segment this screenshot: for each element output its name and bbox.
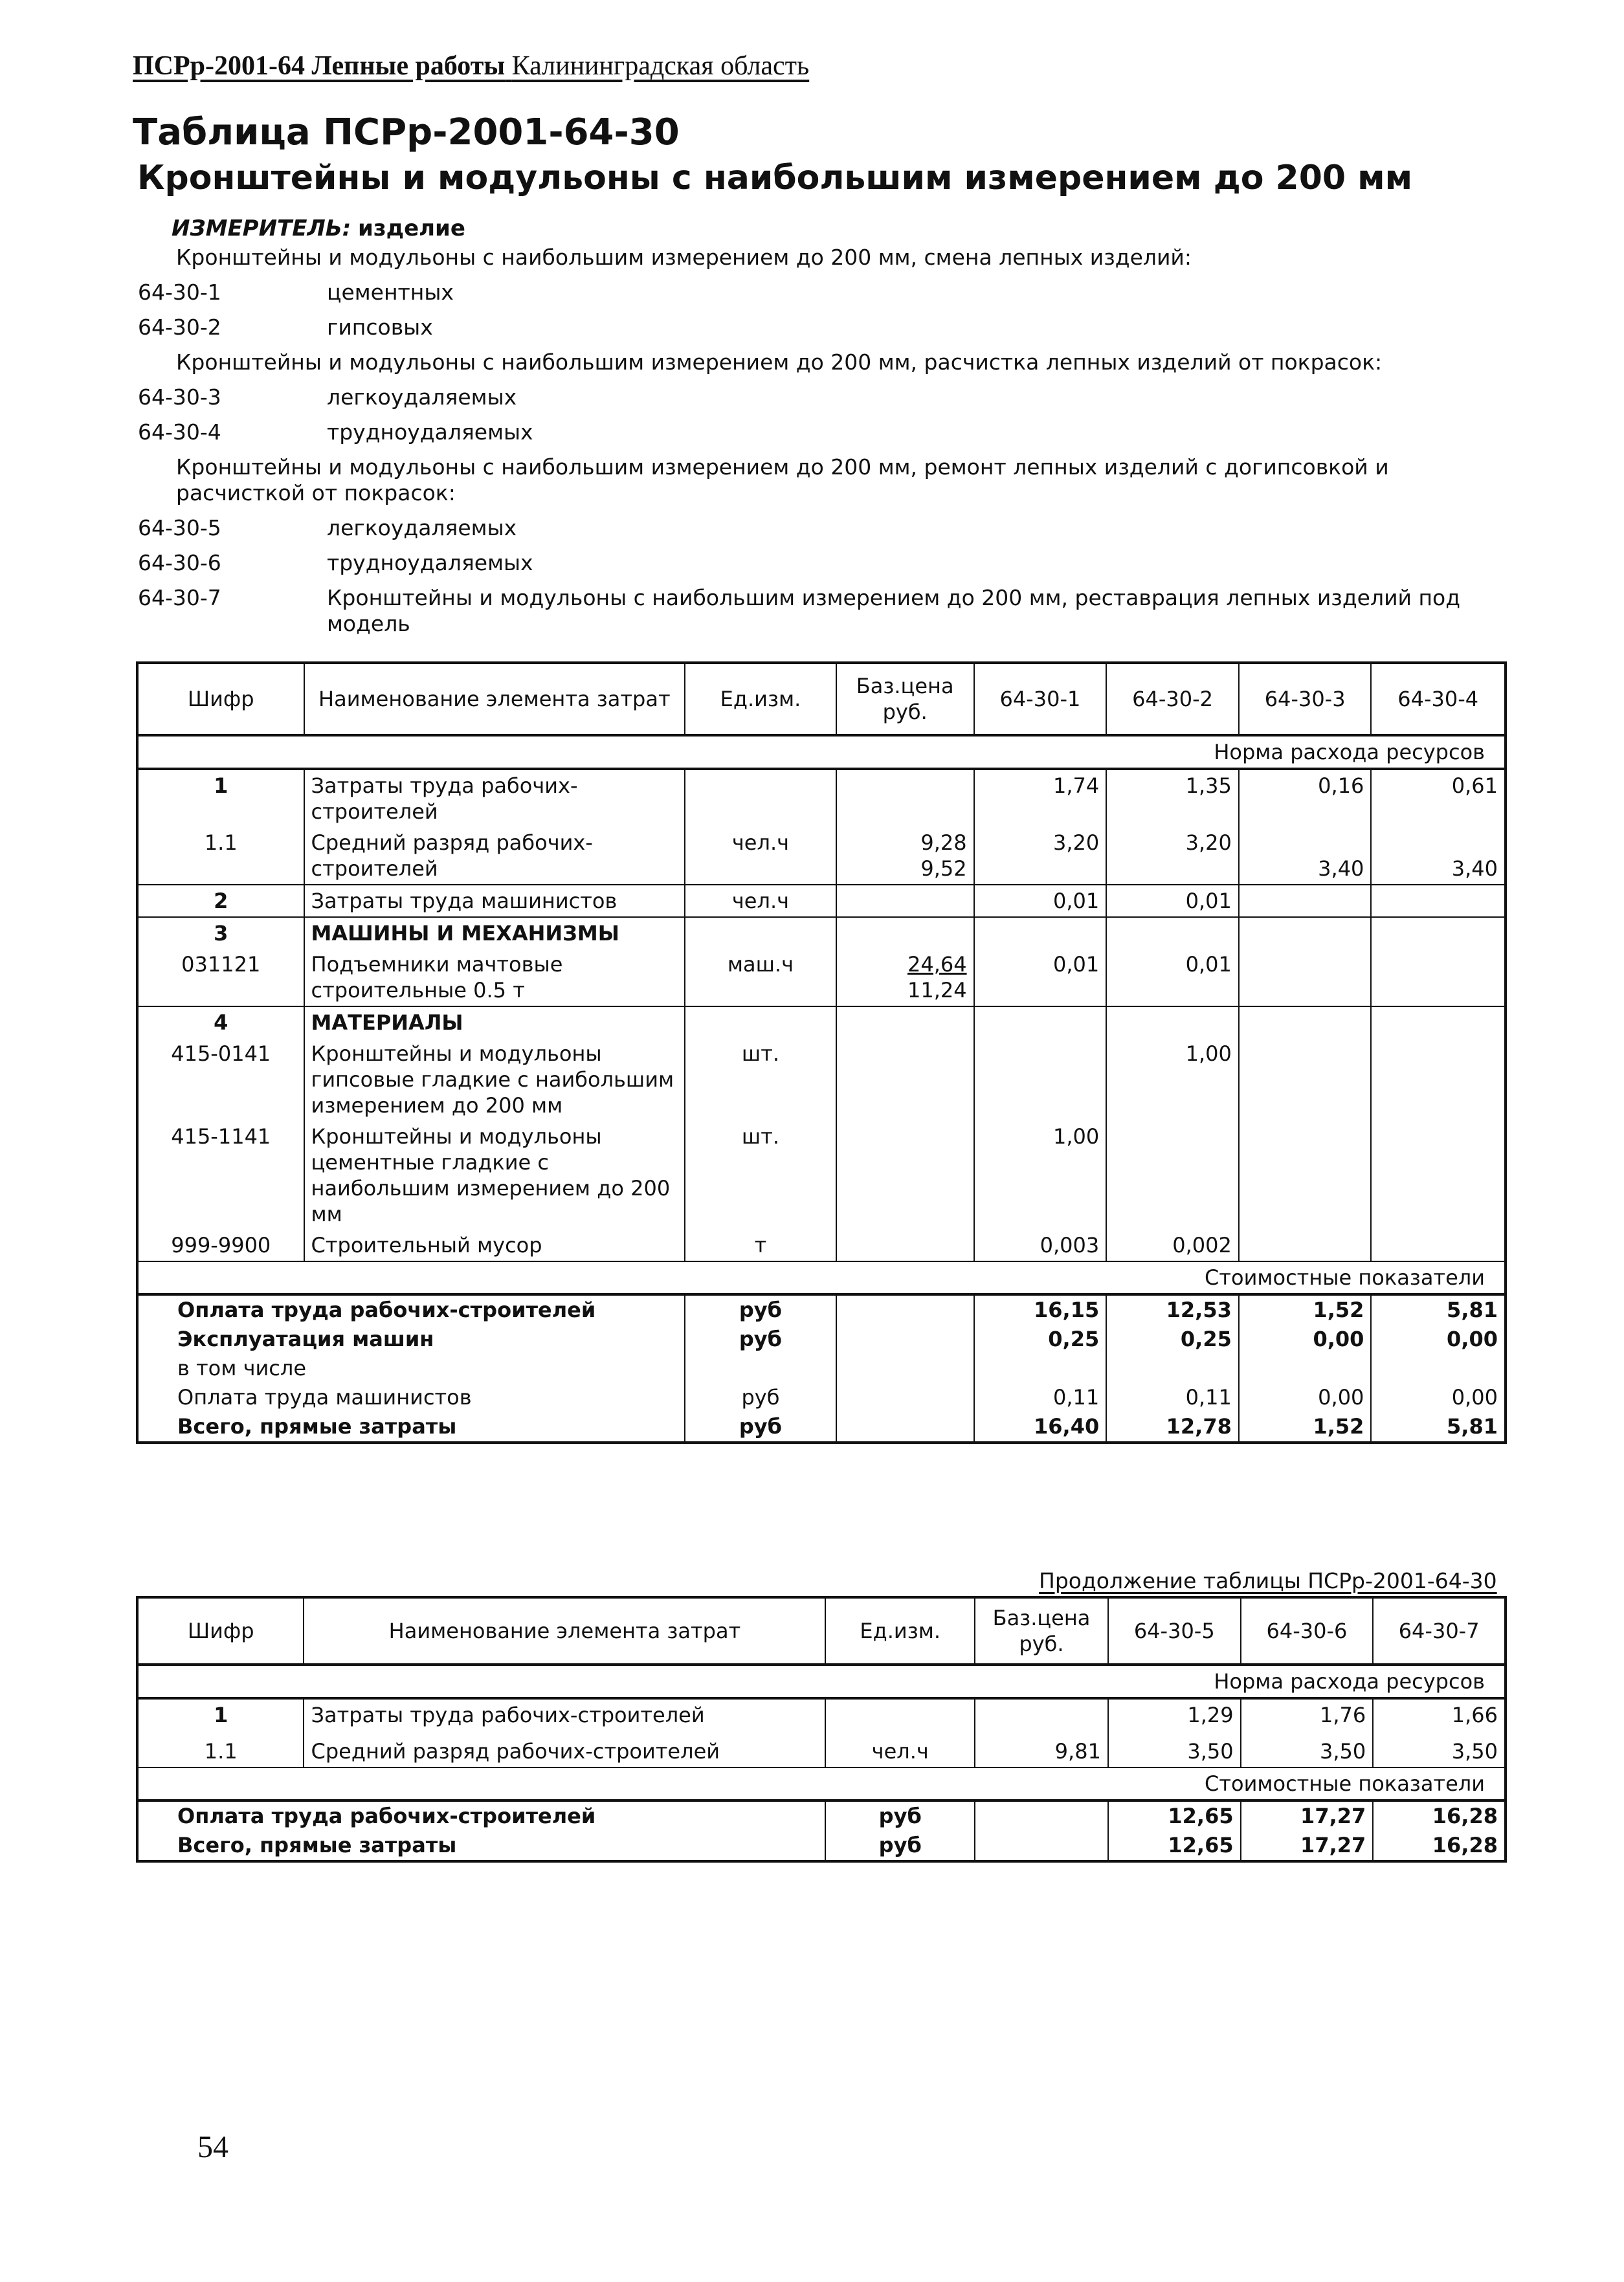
col-header-price: Баз.цена руб. bbox=[836, 663, 974, 735]
cost-row bbox=[137, 1354, 1506, 1383]
cost-value: 12,53 bbox=[1106, 1294, 1239, 1325]
row-unit: чел.ч bbox=[685, 885, 836, 917]
row-name: Кронштейны и модульоны цементные гладкие с наибольшим измерением до 200 мм bbox=[304, 1121, 685, 1230]
row-value: 0,61 bbox=[1371, 769, 1506, 827]
col-header-unit: Ед.изм. bbox=[685, 663, 836, 735]
col-header-name: Наименование элемента затрат bbox=[304, 1597, 825, 1665]
row-value: 0,01 bbox=[974, 949, 1107, 1006]
intro-code: 64-30-3 bbox=[138, 384, 221, 410]
row-name: Затраты труда рабочих-строителей bbox=[304, 769, 685, 827]
table-row bbox=[137, 1731, 1506, 1767]
col-header-64-30-5: 64-30-5 bbox=[1108, 1597, 1241, 1665]
row-value: 1,66 bbox=[1373, 1698, 1506, 1731]
intro-group-3: Кронштейны и модульоны с наибольшим измерением до 200 мм, ремонт лепных изделий с догипсовкой и расчисткой от покрасок: bbox=[176, 454, 1389, 505]
intro-code: 64-30-6 bbox=[138, 550, 221, 575]
cost-row bbox=[137, 1294, 1506, 1325]
meter-line bbox=[172, 216, 465, 241]
row-code: 1 bbox=[137, 1698, 304, 1731]
row-value: 0,01 bbox=[1106, 949, 1239, 1006]
band-norm: Норма расхода ресурсов bbox=[137, 735, 1506, 769]
cost-value: 0,00 bbox=[1239, 1383, 1372, 1412]
row-value: 3,20 bbox=[1106, 827, 1239, 885]
doc-code: ПСРр-2001-64 bbox=[133, 51, 305, 81]
row-value: 1,35 bbox=[1106, 769, 1239, 827]
cost-value: 0,11 bbox=[1106, 1383, 1239, 1412]
continuation-note: Продолжение таблицы ПСРр-2001-64-30 bbox=[1039, 1568, 1497, 1593]
cost-row bbox=[137, 1831, 1506, 1861]
meter-value: изделие bbox=[358, 216, 465, 241]
row-unit bbox=[685, 769, 836, 827]
cost-name: Оплата труда рабочих-строителей bbox=[177, 1298, 596, 1322]
row-code: 415-0141 bbox=[137, 1038, 304, 1121]
cost-unit: руб bbox=[685, 1412, 836, 1443]
row-code: 1.1 bbox=[137, 827, 304, 885]
table-row bbox=[137, 949, 1506, 1006]
table-subtitle: Кронштейны и модульоны с наибольшим измерением до 200 мм bbox=[137, 159, 1413, 197]
cost-name: Оплата труда машинистов bbox=[177, 1385, 472, 1410]
row-name: Кронштейны и модульоны гипсовые гладкие с наибольшим измерением до 200 мм bbox=[304, 1038, 685, 1121]
intro-code: 64-30-5 bbox=[138, 515, 221, 540]
band-cost: Стоимостные показатели bbox=[137, 1767, 1506, 1800]
col-header-64-30-4: 64-30-4 bbox=[1371, 663, 1506, 735]
cost-value: 0,11 bbox=[974, 1383, 1107, 1412]
cost-name: Всего, прямые затраты bbox=[137, 1412, 685, 1443]
cost-name: Эксплуатация машин bbox=[177, 1327, 434, 1351]
row-value bbox=[1371, 885, 1506, 917]
cost-name: Всего, прямые затраты bbox=[137, 1831, 825, 1861]
col-header-64-30-6: 64-30-6 bbox=[1241, 1597, 1374, 1665]
row-name: Затраты труда рабочих-строителей bbox=[304, 1698, 825, 1731]
row-value: 1,00 bbox=[974, 1121, 1107, 1230]
cost-value: 16,28 bbox=[1373, 1831, 1506, 1861]
intro-item: Кронштейны и модульоны с наибольшим измерением до 200 мм, реставрация лепных изделий под модель bbox=[327, 585, 1461, 636]
cost-value: 0,00 bbox=[1371, 1325, 1506, 1354]
row-price bbox=[836, 949, 974, 1006]
cost-value: 17,27 bbox=[1241, 1831, 1374, 1861]
doc-section: Лепные работы bbox=[311, 51, 506, 81]
cost-value: 1,52 bbox=[1239, 1412, 1372, 1443]
cost-unit: руб bbox=[825, 1800, 975, 1831]
intro-item: цементных bbox=[327, 280, 454, 305]
col-header-64-30-1: 64-30-1 bbox=[974, 663, 1107, 735]
table-row bbox=[137, 1698, 1506, 1731]
table-row bbox=[137, 1121, 1506, 1230]
cost-unit: руб bbox=[685, 1294, 836, 1325]
row-value bbox=[1239, 885, 1372, 917]
col-header-code: Шифр bbox=[137, 663, 304, 735]
row-value: 3,50 bbox=[1108, 1731, 1241, 1767]
band-cost: Стоимостные показатели bbox=[137, 1261, 1506, 1294]
row-value: 3,40 bbox=[1371, 827, 1506, 885]
row-value: 3,50 bbox=[1373, 1731, 1506, 1767]
cost-value: 17,27 bbox=[1241, 1800, 1374, 1831]
intro-item: гипсовых bbox=[327, 315, 433, 340]
intro-item: легкоудаляемых bbox=[327, 515, 517, 540]
row-code: 999-9900 bbox=[137, 1230, 304, 1261]
table-row bbox=[137, 1230, 1506, 1261]
row-name: МАТЕРИАЛЫ bbox=[304, 1006, 685, 1038]
intro-group-2: Кронштейны и модульоны с наибольшим измерением до 200 мм, расчистка лепных изделий от покрасок: bbox=[176, 349, 1383, 375]
cost-value: 0,25 bbox=[974, 1325, 1107, 1354]
col-header-64-30-3: 64-30-3 bbox=[1239, 663, 1372, 735]
running-header bbox=[133, 50, 809, 82]
price-a: 9,28 bbox=[920, 830, 967, 855]
row-name: Средний разряд рабочих-строителей bbox=[304, 1731, 825, 1767]
row-value: 0,16 bbox=[1239, 769, 1372, 827]
cost-row bbox=[137, 1325, 1506, 1354]
row-unit: т bbox=[685, 1230, 836, 1261]
row-value: 1,29 bbox=[1108, 1698, 1241, 1731]
row-code: 031121 bbox=[137, 949, 304, 1006]
table-row bbox=[137, 769, 1506, 827]
row-price bbox=[836, 885, 974, 917]
row-value: 0,01 bbox=[1106, 885, 1239, 917]
cost-row bbox=[137, 1383, 1506, 1412]
col-header-code: Шифр bbox=[137, 1597, 304, 1665]
row-unit: маш.ч bbox=[685, 949, 836, 1006]
cost-unit: руб bbox=[685, 1325, 836, 1354]
cost-value: 12,78 bbox=[1106, 1412, 1239, 1443]
cost-name: в том числе bbox=[177, 1356, 306, 1380]
cost-value: 0,00 bbox=[1239, 1325, 1372, 1354]
row-value: 1,76 bbox=[1241, 1698, 1374, 1731]
meter-label: ИЗМЕРИТЕЛЬ: bbox=[172, 216, 351, 241]
cost-value: 1,52 bbox=[1239, 1294, 1372, 1325]
cost-unit: руб bbox=[685, 1383, 836, 1412]
table-row bbox=[137, 1006, 1506, 1038]
col-header-price: Баз.цена руб. bbox=[975, 1597, 1108, 1665]
row-value: 0,003 bbox=[974, 1230, 1107, 1261]
cost-value: 16,40 bbox=[974, 1412, 1107, 1443]
intro-item: легкоудаляемых bbox=[327, 384, 517, 410]
band-norm: Норма расхода ресурсов bbox=[137, 1665, 1506, 1698]
intro-code: 64-30-2 bbox=[138, 315, 221, 340]
row-value: 1,00 bbox=[1106, 1038, 1239, 1121]
table-title: Таблица ПСРр-2001-64-30 bbox=[133, 111, 680, 153]
row-price bbox=[836, 827, 974, 885]
cost-value: 12,65 bbox=[1108, 1831, 1241, 1861]
row-unit: чел.ч bbox=[825, 1731, 975, 1767]
row-name: МАШИНЫ И МЕХАНИЗМЫ bbox=[304, 917, 685, 949]
col-header-name: Наименование элемента затрат bbox=[304, 663, 685, 735]
table-row bbox=[137, 917, 1506, 949]
row-value: 3,20 bbox=[974, 827, 1107, 885]
row-value: 0,01 bbox=[974, 885, 1107, 917]
cost-value: 16,28 bbox=[1373, 1800, 1506, 1831]
table-row bbox=[137, 1038, 1506, 1121]
col-header-64-30-2: 64-30-2 bbox=[1106, 663, 1239, 735]
col-header-unit: Ед.изм. bbox=[825, 1597, 975, 1665]
price-a: 24,64 bbox=[907, 952, 967, 977]
row-code: 4 bbox=[137, 1006, 304, 1038]
intro-item: трудноудаляемых bbox=[327, 419, 533, 445]
row-name: Строительный мусор bbox=[304, 1230, 685, 1261]
cost-value: 0,25 bbox=[1106, 1325, 1239, 1354]
doc-region: Калининградская область bbox=[511, 51, 810, 81]
intro-code: 64-30-1 bbox=[138, 280, 221, 305]
table-row bbox=[137, 885, 1506, 917]
cost-name: Оплата труда рабочих-строителей bbox=[177, 1804, 596, 1828]
page-number: 54 bbox=[197, 2130, 228, 2164]
row-value: 0,002 bbox=[1106, 1230, 1239, 1261]
price-b: 9,52 bbox=[920, 856, 967, 881]
row-code: 1 bbox=[137, 769, 304, 827]
row-price: 9,81 bbox=[975, 1731, 1108, 1767]
row-code: 1.1 bbox=[137, 1731, 304, 1767]
cost-unit: руб bbox=[825, 1831, 975, 1861]
row-name: Средний разряд рабочих-строителей bbox=[304, 827, 685, 885]
cost-row bbox=[137, 1412, 1506, 1443]
row-code: 415-1141 bbox=[137, 1121, 304, 1230]
intro-group-1: Кронштейны и модульоны с наибольшим измерением до 200 мм, смена лепных изделий: bbox=[176, 245, 1192, 270]
row-value: 3,50 bbox=[1241, 1731, 1374, 1767]
intro-item: трудноудаляемых bbox=[327, 550, 533, 575]
cost-value: 5,81 bbox=[1371, 1412, 1506, 1443]
row-code: 2 bbox=[137, 885, 304, 917]
col-header-64-30-7: 64-30-7 bbox=[1373, 1597, 1506, 1665]
row-price bbox=[836, 769, 974, 827]
cost-value: 12,65 bbox=[1108, 1800, 1241, 1831]
intro-code: 64-30-7 bbox=[138, 585, 221, 610]
row-code: 3 bbox=[137, 917, 304, 949]
row-unit: чел.ч bbox=[685, 827, 836, 885]
table-row bbox=[137, 827, 1506, 885]
row-value: 1,74 bbox=[974, 769, 1107, 827]
price-b: 11,24 bbox=[907, 978, 967, 1003]
cost-value: 16,15 bbox=[974, 1294, 1107, 1325]
row-unit: шт. bbox=[685, 1038, 836, 1121]
row-name: Затраты труда машинистов bbox=[304, 885, 685, 917]
row-unit: шт. bbox=[685, 1121, 836, 1230]
cost-value: 5,81 bbox=[1371, 1294, 1506, 1325]
row-value: 3,40 bbox=[1239, 827, 1372, 885]
intro-code: 64-30-4 bbox=[138, 419, 221, 445]
cost-row bbox=[137, 1800, 1506, 1831]
row-name: Подъемники мачтовые строительные 0.5 т bbox=[304, 949, 685, 1006]
resource-table-2 bbox=[136, 1596, 1507, 1863]
resource-table-1 bbox=[136, 661, 1507, 1444]
cost-value: 0,00 bbox=[1371, 1383, 1506, 1412]
